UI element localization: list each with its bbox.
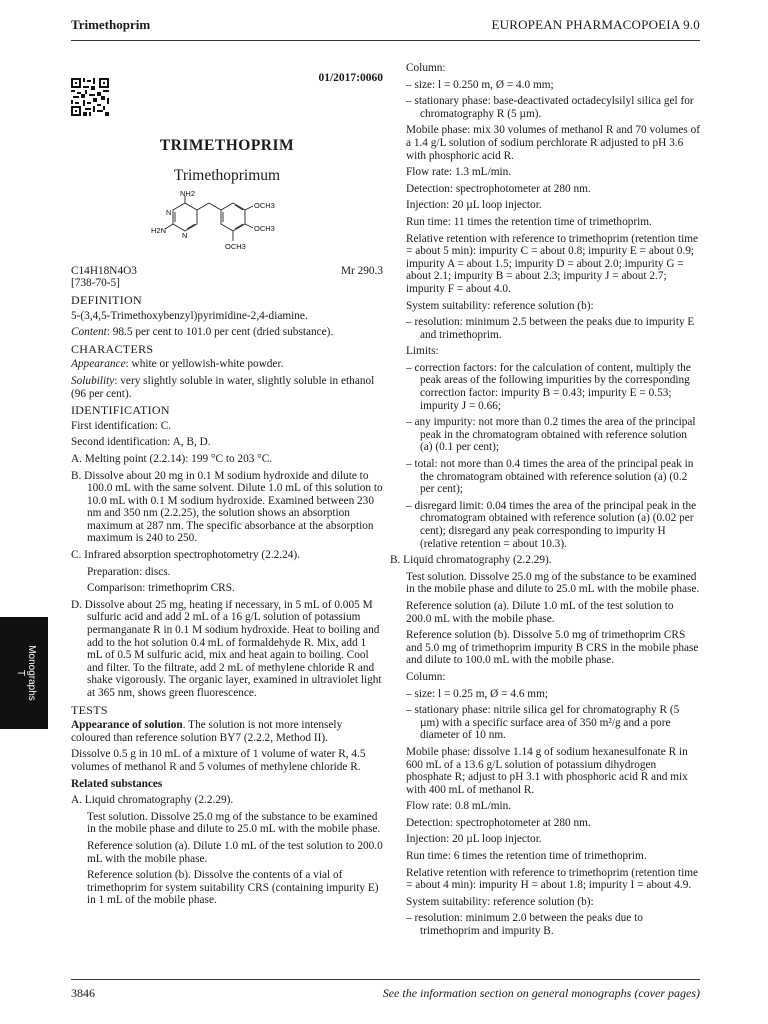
method-b-column-size: – size: l = 0.25 m, Ø = 4.6 mm; [406,687,549,700]
solubility-value: : very slightly soluble in water, slightly soluble in ethanol (96 per cent). [71,374,375,400]
method-a-reference-solution-b: Reference solution (b). Dissolve the contents of a vial of trimethoprim for system suitability CRS (containing impurity E) in 1 mL of the mobile phase. [87,869,379,907]
appearance-label: Appearance [71,358,126,371]
run-time: Run time: 11 times the retention time of trimethoprim. [406,215,652,228]
formula-label-n2: N [182,230,188,240]
method-b-reference-solution-b: Reference solution (b). Dissolve 5.0 mg of trimethoprim CRS and 5.0 mg of trimethoprim impurity B CRS in the mobile phase and dilute to 100.0 mL with the mobile phase. [406,629,699,667]
side-tab-line1: Monographs [26,645,37,701]
content-label: Content [71,326,107,339]
structural-formula [71,188,383,265]
method-b-run-time: Run time: 6 times the retention time of trimethoprim. [406,850,647,863]
method-b-stationary-phase: – stationary phase: nitrile silica gel for chromatography R (5 µm) with a specific surface area of 350 m²/g and a pore diameter of 10 nm. [406,704,680,742]
dissolution-text: Dissolve 0.5 g in 10 mL of a mixture of 1 volume of water R, 4.5 volumes of methanol R and 5 volumes of methylene chloride R. [71,748,366,773]
appearance-text [71,358,383,371]
molecular-formula: C14H18N4O3 [71,264,137,277]
running-head-publication: EUROPEAN PHARMACOPOEIA 9.0 [491,17,700,32]
related-substances-label: Related substances [71,777,163,790]
column-heading: Column: [406,62,446,74]
side-tab-label [13,617,37,729]
solubility-label: Solubility [71,374,115,387]
first-identification: First identification: C. [71,419,172,432]
monographs-side-tab [0,617,48,729]
identification-c: C. Infrared absorption spectrophotometry (2.2.24). [71,549,301,562]
method-b-detection: Detection: spectrophotometer at 280 nm. [406,816,591,829]
stationary-phase: – stationary phase: base-deactivated octadecylsilyl silica gel for chromatography R (5 µm). [406,95,694,120]
injection: Injection: 20 µL loop injector. [406,199,542,212]
relative-retention: Relative retention with reference to trimethoprim (retention time = about 5 min): impurity C = about 0.8; impurity E = about 0.9; impurity A = about 1.5; impurity D = about 2.0; impurity G = about 2.1; impurity B = about 2.3; impurity J = about 2.7; impurity F = about 4.0. [406,232,699,295]
section-identification: IDENTIFICATION [71,403,170,418]
formula-label-och3-c: OCH3 [225,241,246,251]
content-value: : 98.5 per cent to 101.0 per cent (dried substance). [106,326,334,339]
footer-divider [71,979,700,980]
section-tests: TESTS [71,702,108,717]
appearance-of-solution-label: Appearance of solution [71,719,183,732]
content-text [71,326,383,339]
second-identification: Second identification: A, B, D. [71,436,211,449]
method-b-column-heading: Column: [406,670,446,683]
method-b-mobile-phase: Mobile phase: dissolve 1.14 g of sodium hexanesulfonate R in 600 mL of a 13.6 g/L solution of potassium dihydrogen phosphate R; adjust to pH 3.1 with phosphoric acid R and mix with 400 mL of methanol R. [406,745,688,796]
method-a-reference-solution-a: Reference solution (a). Dilute 1.0 mL of the test solution to 200.0 mL with the mobile phase. [87,839,383,865]
identification-c-comparison: Comparison: trimethoprim CRS. [87,582,235,595]
limits-heading: Limits: [406,345,439,358]
appearance-of-solution-text: . The solution is not more intensely coloured than reference solution BY7 (2.2.2, Method II). [71,719,343,744]
section-characters: CHARACTERS [71,341,154,356]
formula-label-n1: N [166,207,172,217]
section-definition: DEFINITION [71,292,142,307]
relative-molecular-mass: Mr 290.3 [340,264,383,277]
monograph-number: 01/2017:0060 [318,72,383,84]
related-substances-heading [71,778,383,791]
total-limit: – total: not more than 0.4 times the area of the principal peak in the chromatogram obtained with reference solution (a) (0.2 per cent); [406,458,694,496]
method-b-heading: B. Liquid chromatography (2.2.29). [390,554,552,567]
method-b-test-solution: Test solution. Dissolve 25.0 mg of the substance to be examined in the mobile phase and dilute to 25.0 mL with the mobile phase. [406,570,700,596]
method-b-reference-solution-a: Reference solution (a). Dilute 1.0 mL of the test solution to 200.0 mL with the mobile phase. [406,599,674,625]
any-impurity-limit: – any impurity: not more than 0.2 times the area of the principal peak in the chromatogram obtained with reference solution (a) (0.1 per cent); [406,416,696,454]
identification-b: B. Dissolve about 20 mg in 0.1 M sodium hydroxide and dilute to 100.0 mL with the same solvent. Dilute 1.0 mL of this solution to 10.0 mL with 0.1 M sodium hydroxide. Examined between 230 nm and 350 nm (2.2.25), the solution shows an absorption maximum at 287 nm. The specific absorbance at the absorption maximum is 240 to 250. [71,469,383,545]
column-size: – size: l = 0.250 m, Ø = 4.0 mm; [406,78,554,91]
left-column [71,62,383,911]
formula-label-och3-a: OCH3 [254,200,275,210]
detection: Detection: spectrophotometer at 280 nm. [406,182,591,195]
monograph-latin-title: Trimethoprimum [173,167,281,185]
right-column [390,62,700,942]
method-b-system-suitability: System suitability: reference solution (b): [406,895,594,908]
footer-note: See the information section on general monographs (cover pages) [382,986,700,1000]
structural-formula-drawing [151,188,305,265]
method-b-flow-rate: Flow rate: 0.8 mL/min. [406,800,512,813]
identification-a: A. Melting point (2.2.14): 199 °C to 203 °C. [71,452,273,465]
mobile-phase: Mobile phase: mix 30 volumes of methanol R and 70 volumes of a 1.4 g/L solution of sodium perchlorate R adjusted to pH 3.6 with phosphoric acid R. [406,124,700,162]
monograph-title: TRIMETHOPRIM [159,136,295,154]
header-divider [71,40,700,41]
method-a-heading: A. Liquid chromatography (2.2.29). [71,794,234,807]
system-suitability: System suitability: reference solution (b): [406,299,594,312]
method-a-test-solution: Test solution. Dissolve 25.0 mg of the substance to be examined in the mobile phase and dilute to 25.0 mL with the mobile phase. [87,810,381,836]
identification-d: D. Dissolve about 25 mg, heating if necessary, in 5 mL of 0.005 M sulfuric acid and add 2 mL of a 16 g/L solution of potassium permanganate R in 0.1 M sodium hydroxide. Heat to boiling and add to the hot solution 0.4 mL of formaldehyde R. Mix, add 1 mL of 0.5 M sulfuric acid, mix and heat again to boiling. Cool and filter. To the filtrate, add 2 mL of methylene chloride R and shake vigorously. The organic layer, examined in ultraviolet light at 365 nm, shows green fluorescence. [71,598,382,699]
method-b-injection: Injection: 20 µL loop injector. [406,833,542,846]
method-b-relative-retention: Relative retention with reference to trimethoprim (retention time = about 4 min): impurity H = about 1.8; impurity I = about 4.9. [406,866,699,892]
formula-label-och3-b: OCH3 [254,223,275,233]
appearance-value: : white or yellowish-white powder. [125,358,284,371]
running-head-title: Trimethoprim [71,17,151,32]
side-tab-line2: T [15,669,26,677]
appearance-of-solution [71,719,383,744]
page-number: 3846 [71,986,95,1000]
disregard-limit: – disregard limit: 0.04 times the area of the principal peak in the chromatogram obtained with reference solution (a) (0.02 per cent); disregard any peak corresponding to impurity H (relative retention = about 10.3). [406,499,697,550]
flow-rate: Flow rate: 1.3 mL/min. [406,166,512,179]
formula-label-nh2: NH2 [180,188,196,198]
resolution: – resolution: minimum 2.5 between the peaks due to impurity E and trimethoprim. [406,316,695,341]
identification-c-preparation: Preparation: discs. [87,565,171,578]
correction-factors: – correction factors: for the calculation of content, multiply the peak areas of the following impurities by the corresponding correction factor: impurity B = 0.43; impurity E = 0.53; impurity J = 0.66; [406,361,691,412]
method-b-resolution: – resolution: minimum 2.0 between the peaks due to trimethoprim and impurity B. [406,912,643,938]
definition-text: 5-(3,4,5-Trimethoxybenzyl)pyrimidine-2,4-diamine. [71,309,308,322]
formula-label-h2n: H2N [151,225,167,235]
solubility-text [71,375,383,400]
cas-number: [738-70-5] [71,277,120,290]
